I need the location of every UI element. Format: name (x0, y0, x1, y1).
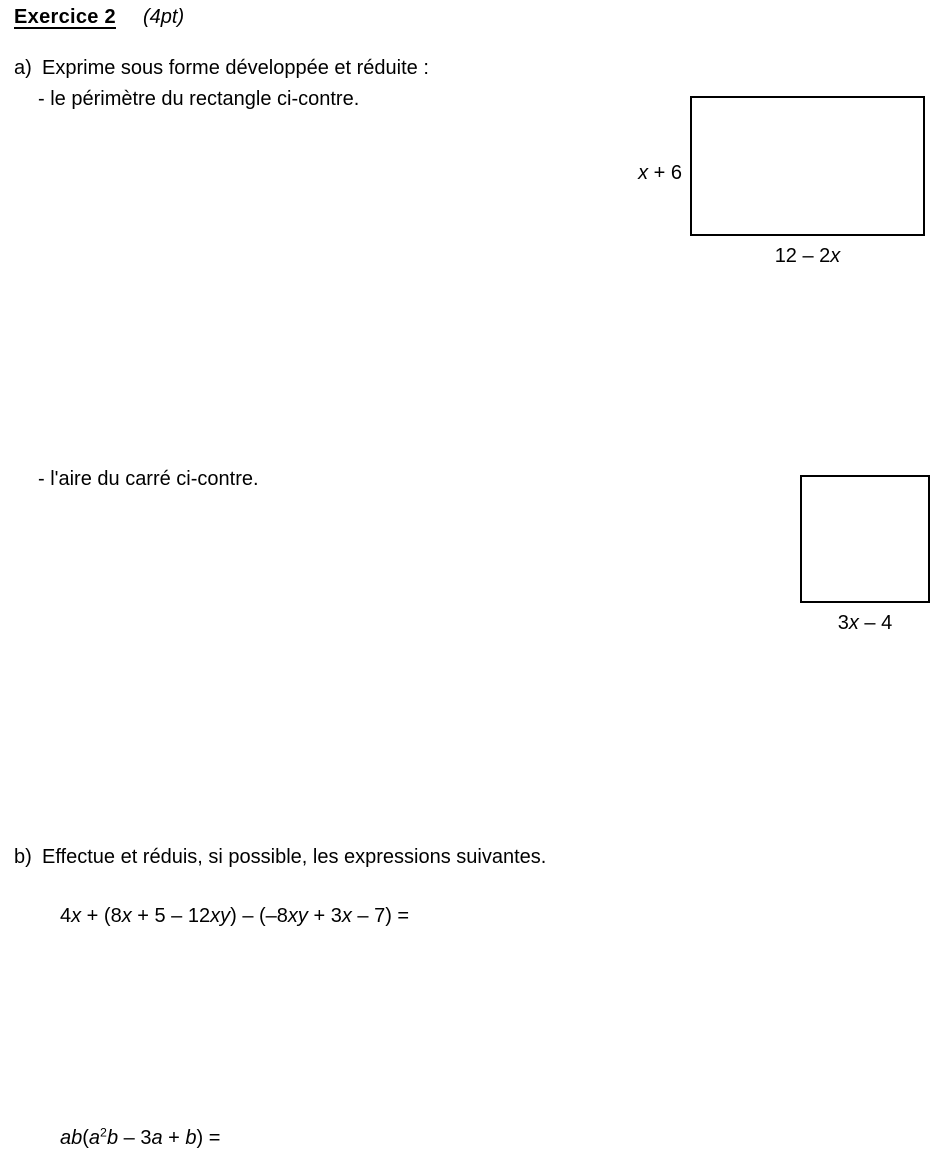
square-figure (800, 475, 930, 603)
expression-second: $ab(a^2b - 3a + b)$ = (60, 1125, 221, 1149)
part-a-instruction: Exprime sous forme développée et réduite : (42, 57, 429, 79)
part-b-label: b) (14, 846, 32, 868)
rectangle-figure (690, 96, 925, 236)
rectangle-height-label: x + 6 (638, 162, 682, 184)
item-perimeter-prompt: - le périmètre du rectangle ci-contre. (38, 88, 360, 110)
rectangle-width-label: 12 – 2x (774, 245, 841, 267)
exercise-title: Exercice 2 (14, 6, 116, 28)
part-b-instruction: Effectue et réduis, si possible, les expressions suivantes. (42, 846, 547, 868)
item-area-prompt: - l'aire du carré ci-contre. (38, 468, 259, 490)
exercise-points: (4pt) (143, 6, 185, 28)
square-side-label: 3x – 4 (837, 612, 893, 634)
part-a-label: a) (14, 57, 32, 79)
expression-first: 4x + (8x + 5 – 12xy) – (–8xy + 3x – 7) = (60, 905, 410, 927)
